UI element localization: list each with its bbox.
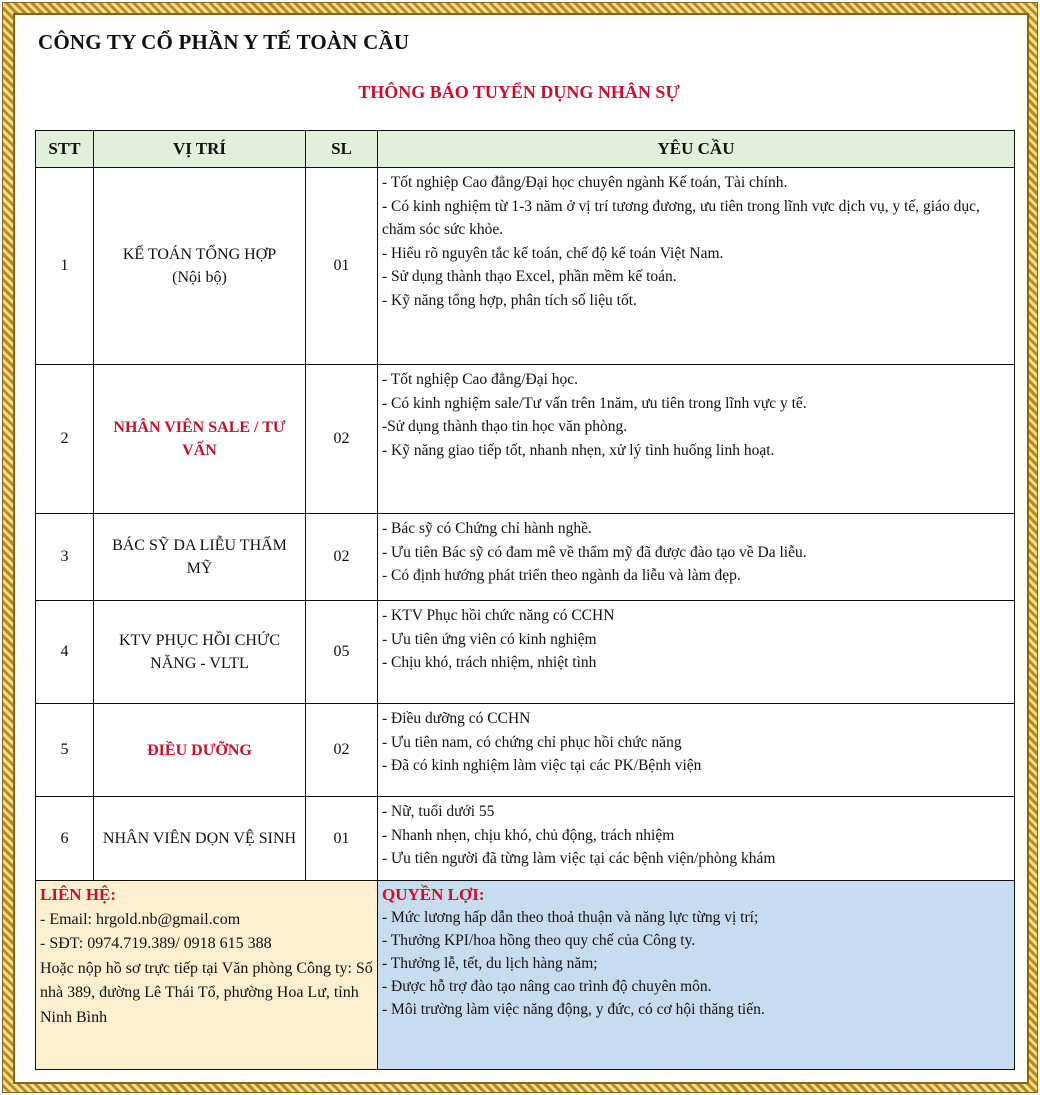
requirement-item: - Tốt nghiệp Cao đẳng/Đại học chuyên ngành Kế toán, Tài chính. [382,174,788,191]
table-header-row [36,131,1015,168]
requirement-item: - Chịu khó, trách nhiệm, nhiệt tình [382,654,597,671]
row-qty: 01 [306,797,378,881]
notice-title: THÔNG BÁO TUYỂN DỤNG NHÂN SỰ [358,82,680,102]
row-position: NHÂN VIÊN DỌN VỆ SINH [94,797,306,881]
requirement-item: - Tốt nghiệp Cao đẳng/Đại học. [382,371,579,388]
row-stt: 3 [36,514,94,601]
row-position: BÁC SỸ DA LIỄU THẨM MỸ [94,514,306,601]
header-qty: SL [306,131,378,168]
table-row [36,704,1015,797]
contact-section [36,881,378,1070]
table-row [36,365,1015,514]
row-stt: 1 [36,168,94,365]
row-requirements [378,514,1015,601]
company-name: CÔNG TY CỔ PHẦN Y TẾ TOÀN CẦU [38,30,410,54]
contact-phone: - SĐT: 0974.719.389/ 0918 615 388 [40,935,272,952]
requirement-item: -Sử dụng thành thạo tin học văn phòng. [382,418,628,435]
requirement-item: - Sử dụng thành thạo Excel, phần mềm kế toán. [382,268,677,285]
row-stt: 4 [36,601,94,704]
benefits-section [378,881,1015,1070]
requirement-item: - KTV Phục hồi chức năng có CCHN [382,607,615,624]
row-stt: 6 [36,797,94,881]
requirement-item: - Ưu tiên nam, có chứng chỉ phục hồi chức năng [382,733,682,751]
row-position: KTV PHỤC HỒI CHỨC NĂNG - VLTL [94,601,306,704]
requirement-item: - Kỹ năng tổng hợp, phân tích số liệu tốt. [382,291,637,309]
benefit-item: - Môi trường làm việc năng động, y đức, có cơ hội thăng tiến. [382,1001,765,1018]
row-requirements [378,168,1015,365]
table-row [36,514,1015,601]
requirement-item: - Ưu tiên người đã từng làm việc tại các bệnh viện/phòng khám [382,850,776,867]
requirement-item: - Điều dưỡng có CCHN [382,710,531,727]
row-qty: 02 [306,365,378,514]
header-position: VỊ TRÍ [94,131,306,168]
requirement-item: - Đã có kinh nghiệm làm việc tại các PK/Bệnh viện [382,757,702,774]
requirement-item: - Kỹ năng giao tiếp tốt, nhanh nhẹn, xử lý tình huống linh hoạt. [382,441,775,459]
requirement-item: - Có kinh nghiệm từ 1-3 năm ở vị trí tương đương, ưu tiên trong lĩnh vực dịch vụ, y tế, giáo dục, chăm sóc sức khỏe. [382,197,980,238]
benefits-title: QUYỀN LỢI: [382,885,485,904]
benefit-item: - Mức lương hấp dẫn theo thoả thuận và năng lực từng vị trí; [382,909,759,926]
benefit-item: - Thưởng KPI/hoa hồng theo quy chế của Công ty. [382,932,696,949]
header-requirements: YÊU CẦU [378,131,1015,168]
row-qty: 02 [306,514,378,601]
requirement-item: - Hiểu rõ nguyên tắc kế toán, chế độ kế toán Việt Nam. [382,244,724,262]
row-qty: 05 [306,601,378,704]
contact-address: Hoặc nộp hồ sơ trực tiếp tại Văn phòng Công ty: Số nhà 389, đường Lê Thái Tổ, phường Hoa Lư, tỉnh Ninh Bình [40,959,373,1026]
row-qty: 01 [306,168,378,365]
header-stt: STT [36,131,94,168]
table-row [36,797,1015,881]
position-note: (Nội bộ) [172,269,227,286]
row-position: ĐIỀU DƯỠNG [94,704,306,797]
row-position [94,168,306,365]
contact-title: LIÊN HỆ: [40,885,117,904]
position-title: KẾ TOÁN TỔNG HỢP [122,246,277,263]
jobs-table [35,130,1015,881]
row-requirements [378,704,1015,797]
row-requirements [378,797,1015,881]
requirement-item: - Ưu tiên ứng viên có kinh nghiệm [382,630,597,648]
row-stt: 2 [36,365,94,514]
requirement-item: - Nữ, tuổi dưới 55 [382,803,495,820]
table-row [36,168,1015,365]
requirement-item: - Nhanh nhẹn, chịu khó, chủ động, trách nhiệm [382,826,675,844]
benefit-item: - Được hỗ trợ đào tạo nâng cao trình độ chuyên môn. [382,978,712,995]
contact-benefits-table [35,880,1015,1070]
contact-email: - Email: hrgold.nb@gmail.com [40,910,241,928]
recruitment-sheet [22,20,1016,1073]
requirement-item: - Bác sỹ có Chứng chỉ hành nghề. [382,520,592,537]
row-position: NHÂN VIÊN SALE / TƯ VẤN [94,365,306,514]
benefit-item: - Thưởng lễ, tết, du lịch hàng năm; [382,955,598,972]
table-row [36,601,1015,704]
row-stt: 5 [36,704,94,797]
requirement-item: - Có định hướng phát triển theo ngành da liễu và làm đẹp. [382,567,741,584]
row-qty: 02 [306,704,378,797]
requirement-item: - Có kinh nghiệm sale/Tư vấn trên 1năm, ưu tiên trong lĩnh vực y tế. [382,394,807,412]
row-requirements [378,365,1015,514]
row-requirements [378,601,1015,704]
requirement-item: - Ưu tiên Bác sỹ có đam mê về thẩm mỹ đã được đào tạo về Da liễu. [382,543,807,561]
